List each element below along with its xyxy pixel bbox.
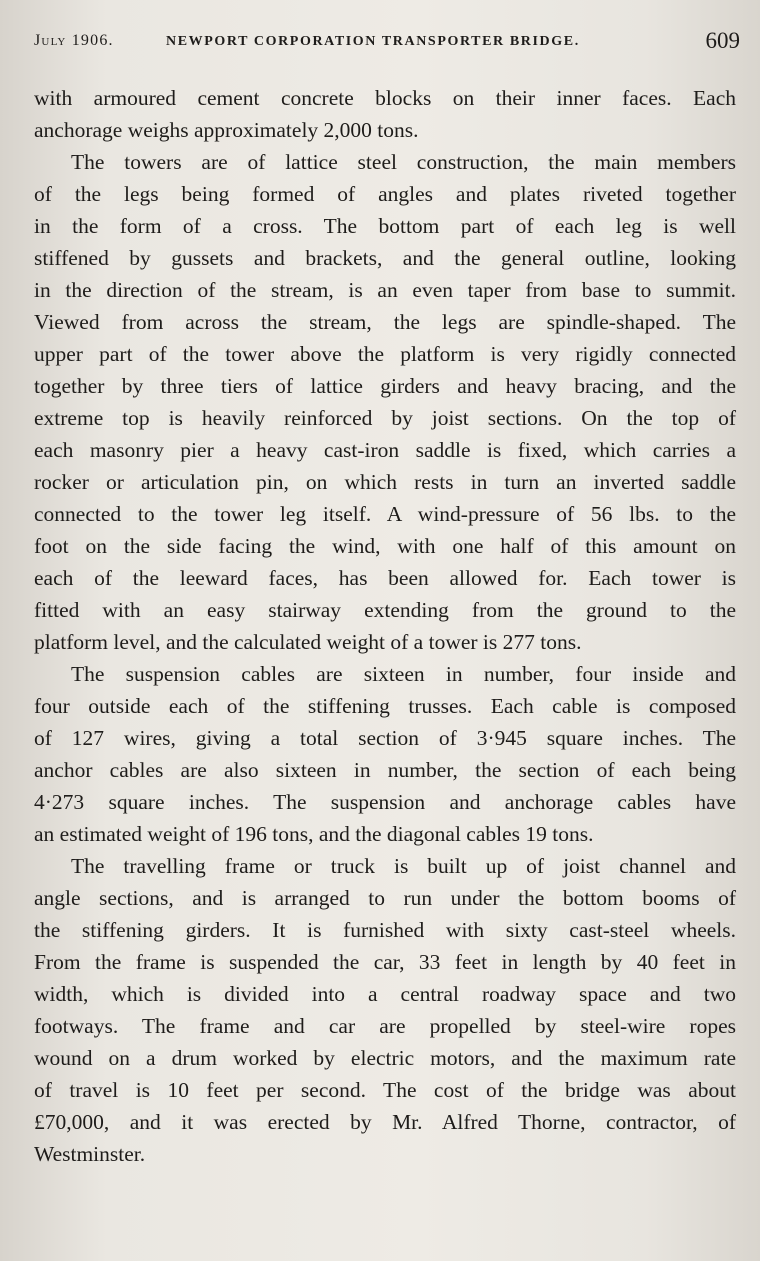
running-head: [34, 28, 740, 54]
text-line: four outside each of the stiffening trusses. Each cable is composed: [34, 694, 736, 718]
text-line: with armoured cement concrete blocks on their inner faces. Each: [34, 86, 736, 110]
header-title: NEWPORT CORPORATION TRANSPORTER BRIDGE.: [166, 34, 580, 49]
text-line: Viewed from across the stream, the legs are spindle-shaped. The: [34, 310, 736, 334]
text-line: an estimated weight of 196 tons, and the diagonal cables 19 tons.: [34, 822, 594, 846]
page-number: 609: [705, 28, 740, 53]
text-line: The towers are of lattice steel construction, the main members: [71, 150, 736, 174]
paragraph: [34, 850, 736, 1170]
text-line: anchor cables are also sixteen in number, the section of each being: [34, 758, 736, 782]
text-line: in the form of a cross. The bottom part of each leg is well: [34, 214, 736, 238]
text-line: in the direction of the stream, is an even taper from base to summit.: [34, 278, 736, 302]
text-line: foot on the side facing the wind, with one half of this amount on: [34, 534, 736, 558]
text-line: fitted with an easy stairway extending from the ground to the: [34, 598, 736, 622]
text-line: Westminster.: [34, 1142, 146, 1166]
text-line: upper part of the tower above the platform is very rigidly connected: [34, 342, 736, 366]
paragraph: [34, 146, 736, 658]
text-line: stiffened by gussets and brackets, and the general outline, looking: [34, 246, 736, 270]
paragraph: [34, 82, 736, 146]
body-text: [34, 82, 736, 1170]
text-line: together by three tiers of lattice girders and heavy bracing, and the: [34, 374, 736, 398]
text-line: of 127 wires, giving a total section of 3·945 square inches. The: [34, 726, 736, 750]
text-line: each of the leeward faces, has been allowed for. Each tower is: [34, 566, 736, 590]
text-line: The travelling frame or truck is built up of joist channel and: [71, 854, 736, 878]
text-line: 4·273 square inches. The suspension and anchorage cables have: [34, 790, 736, 814]
text-line: each masonry pier a heavy cast-iron saddle is fixed, which carries a: [34, 438, 736, 462]
text-line: anchorage weighs approximately 2,000 tons.: [34, 118, 419, 142]
text-line: connected to the tower leg itself. A wind-pressure of 56 lbs. to the: [34, 502, 736, 526]
text-line: platform level, and the calculated weight of a tower is 277 tons.: [34, 630, 582, 654]
text-line: extreme top is heavily reinforced by joist sections. On the top of: [34, 406, 736, 430]
text-line: of travel is 10 feet per second. The cost of the bridge was about: [34, 1078, 736, 1102]
text-line: The suspension cables are sixteen in number, four inside and: [71, 662, 736, 686]
header-date: July 1906.: [34, 32, 114, 49]
text-line: of the legs being formed of angles and plates riveted together: [34, 182, 736, 206]
text-line: angle sections, and is arranged to run under the bottom booms of: [34, 886, 736, 910]
text-line: £70,000, and it was erected by Mr. Alfred Thorne, contractor, of: [34, 1110, 736, 1134]
text-line: From the frame is suspended the car, 33 feet in length by 40 feet in: [34, 950, 736, 974]
text-line: the stiffening girders. It is furnished with sixty cast-steel wheels.: [34, 918, 736, 942]
text-line: footways. The frame and car are propelled by steel-wire ropes: [34, 1014, 736, 1038]
text-line: width, which is divided into a central roadway space and two: [34, 982, 736, 1006]
paragraph: [34, 658, 736, 850]
text-line: rocker or articulation pin, on which rests in turn an inverted saddle: [34, 470, 736, 494]
text-line: wound on a drum worked by electric motors, and the maximum rate: [34, 1046, 736, 1070]
